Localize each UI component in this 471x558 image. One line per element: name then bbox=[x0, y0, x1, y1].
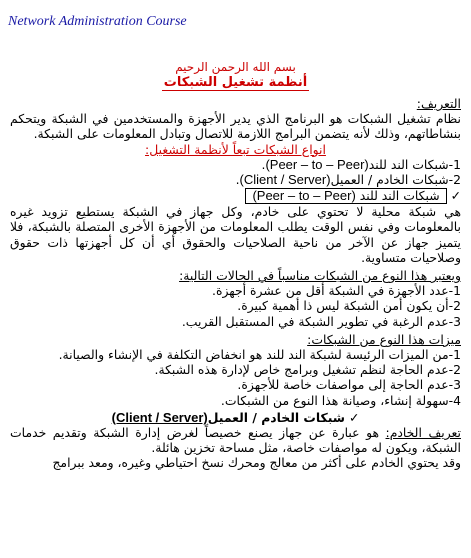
condition-number: 2 bbox=[453, 298, 461, 314]
client-server-label: شبكات الخادم / العميل bbox=[207, 409, 345, 425]
condition-item bbox=[10, 314, 461, 329]
p2p-heading bbox=[10, 188, 461, 204]
condition-text: -أن يكون أمن الشبكة ليس ذا أهمية كبيرة. bbox=[237, 298, 454, 314]
p2p-heading-label: شبكات الند للند bbox=[359, 188, 440, 204]
advantage-item bbox=[10, 362, 461, 377]
advantage-item bbox=[10, 377, 461, 392]
condition-number: 1 bbox=[453, 283, 461, 299]
check-icon: ✓ bbox=[450, 188, 461, 204]
type-suffix: . bbox=[235, 172, 240, 188]
type-number: 1 bbox=[453, 156, 461, 172]
server-definition-label: تعريف الخادم: bbox=[385, 425, 461, 441]
main-title bbox=[0, 75, 471, 90]
document-body bbox=[10, 96, 461, 471]
client-server-latin: (Client / Server) bbox=[111, 409, 208, 425]
p2p-description: هي شبكة محلية لا تحتوي على خادم، وكل جهاز في الشبكة يستطيع تزويد غيره بالمعلومات وفي نفس الوقت يطلب المعلومات من الأجهزة الأخرى المتصلة بالشبكة، فلا يتميز جهاز عن الآخر من ناحية الصلاحيات والحقوق أي أن كل أجهزتها ذات حقوق وصلاحيات متساوية. bbox=[10, 204, 461, 265]
condition-number: 3 bbox=[453, 313, 461, 329]
advantage-text: -عدم الحاجة إلى مواصفات خاصة للأجهزة. bbox=[237, 377, 454, 393]
p2p-heading-box bbox=[245, 188, 446, 204]
type-latin: (Peer – to – Peer) bbox=[265, 156, 369, 172]
advantage-text: -عدم الحاجة لنظم تشغيل وبرامج خاص لإدارة هذه الشبكة. bbox=[154, 362, 454, 378]
check-icon: ✓ bbox=[348, 409, 360, 425]
advantage-number: 3 bbox=[453, 377, 461, 393]
types-heading: انواع الشبكات تبعاً لأنظمة التشغيل: bbox=[145, 141, 326, 157]
type-number: 2 bbox=[453, 172, 461, 188]
course-title: Network Administration Course bbox=[8, 14, 187, 29]
basmala: بسم الله الرحمن الرحيم bbox=[175, 60, 296, 74]
advantage-number: 4 bbox=[453, 392, 461, 408]
definition-text: نظام تشغيل الشبكات هو البرنامج الذي يدير الأجهزة والمستخدمين في الشبكة ويتحكم بنشاطاتهم، وذلك لأنه يتضمن البرامج اللازمة للاتصال وتبادل المعلومات على الشبكة. bbox=[10, 111, 461, 142]
condition-text: -عدم الرغبة في تطوير الشبكة في المستقبل القريب. bbox=[181, 313, 454, 329]
conditions-heading: ويعتبر هذا النوع من الشبكات مناسباً في الحالات التالية: bbox=[179, 268, 461, 284]
type-item-2 bbox=[10, 172, 461, 187]
type-prefix: -شبكات الند للند bbox=[368, 156, 454, 172]
advantages-heading: ميزات هذا النوع من الشبكات: bbox=[307, 331, 461, 347]
type-prefix: -شبكات الخادم / العميل bbox=[330, 172, 454, 188]
condition-item bbox=[10, 283, 461, 298]
client-server-heading bbox=[10, 410, 461, 425]
definition-label: التعريف: bbox=[416, 96, 461, 111]
type-latin: (Client / Server) bbox=[239, 172, 331, 188]
server-definition-text: هو عبارة عن جهاز يصنع خصيصاً لغرض إدارة الشبكة وتقديم خدمات الشبكة، ويكون له مواصفات خاصة، مثل مساحة تخزين هائلة. bbox=[10, 425, 461, 456]
main-title-text: أنظمة تشغيل الشبكات bbox=[163, 75, 308, 90]
advantage-text: -سهولة إنشاء، وصيانة هذا النوع من الشبكات. bbox=[220, 392, 454, 408]
type-suffix: . bbox=[261, 156, 266, 172]
server-definition bbox=[10, 425, 461, 455]
advantage-item bbox=[10, 393, 461, 408]
server-more-text: وقد يحتوي الخادم على أكثر من معالج ومحرك نسخ احتياطي وغيره، ومعد ببرامج bbox=[52, 455, 461, 471]
condition-text: -عدد الأجهزة في الشبكة أقل من عشرة أجهزة. bbox=[212, 283, 454, 299]
advantage-number: 1 bbox=[453, 347, 461, 363]
advantage-text: -من الميزات الرئيسة لشبكة الند للند هو انخفاض التكلفة في الإنشاء والصيانة. bbox=[58, 347, 454, 363]
type-item-1 bbox=[10, 157, 461, 172]
advantage-item bbox=[10, 347, 461, 362]
p2p-heading-latin: (Peer – to – Peer) bbox=[252, 188, 356, 204]
condition-item bbox=[10, 298, 461, 313]
advantage-number: 2 bbox=[453, 362, 461, 378]
